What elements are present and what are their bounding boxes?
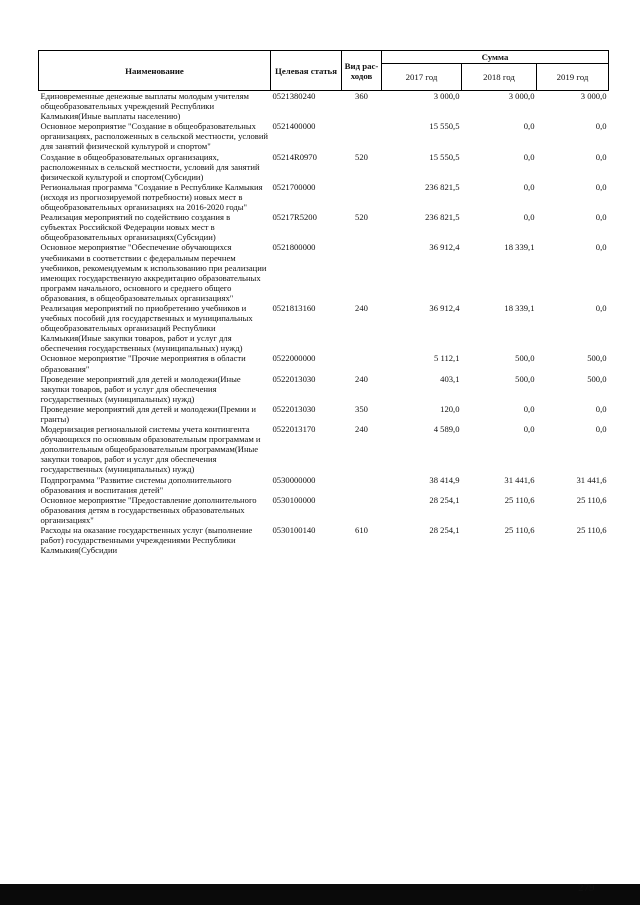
row-code: 0530100000 xyxy=(272,494,316,505)
column-header-sum: Сумма xyxy=(382,51,609,64)
row-name: Единовременные денежные выплаты молодым учителям общеобразовательных учреждений Республики Калмыкия(Иные выплаты населению) xyxy=(40,91,249,122)
row-name: Реализация мероприятий по приобретению учебников и учебных пособий для государственных и муниципальных общеобразовательных организаций Республики Калмыкия(Иные закупки товаров, работ и услуг для обеспечения государственных (муниципальных) нужд) xyxy=(40,302,253,354)
row-2018: 500,0 xyxy=(515,373,535,384)
row-2018: 500,0 xyxy=(515,353,535,364)
row-code: 05217R5200 xyxy=(272,212,317,223)
row-2018: 0,0 xyxy=(523,181,535,192)
row-2017: 36 912,4 xyxy=(429,242,460,253)
column-header-type: Вид рас-ходов xyxy=(342,51,382,91)
table-row xyxy=(39,182,609,212)
row-type: 350 xyxy=(355,403,368,414)
row-code: 0521800000 xyxy=(272,242,316,253)
table-body xyxy=(39,91,609,556)
row-2019: 25 110,6 xyxy=(576,494,607,505)
row-2017: 236 821,5 xyxy=(425,212,460,223)
row-2017: 15 550,5 xyxy=(429,151,460,162)
row-name: Подпрограмма "Развитие системы дополнительного образования и воспитания детей" xyxy=(40,474,232,495)
row-2017: 28 254,1 xyxy=(429,525,460,536)
row-2018: 0,0 xyxy=(523,151,535,162)
row-2017: 120,0 xyxy=(440,403,460,414)
row-code: 0521380240 xyxy=(272,91,316,101)
column-header-name: Наименование xyxy=(39,51,271,91)
budget-table xyxy=(38,50,609,555)
row-2019: 0,0 xyxy=(595,151,607,162)
row-name: Реализация мероприятий по содействию создания в субъектах Российской Федерации новых мест в общеобразовательных организациях(Субсидии) xyxy=(40,212,231,243)
row-code: 0530100140 xyxy=(272,525,316,536)
row-2018: 25 110,6 xyxy=(504,525,535,536)
row-2017: 236 821,5 xyxy=(425,181,460,192)
table-row xyxy=(39,303,609,353)
page-number: 279 xyxy=(578,882,595,894)
row-type: 240 xyxy=(355,302,368,313)
row-2018: 3 000,0 xyxy=(508,91,535,101)
row-type xyxy=(342,495,382,525)
row-2017: 3 000,0 xyxy=(433,91,460,101)
row-2017: 38 414,9 xyxy=(429,474,460,485)
row-2019: 31 441,6 xyxy=(576,474,607,485)
row-type: 520 xyxy=(355,212,368,223)
row-name: Проведение мероприятий для детей и молодежи(Иные закупки товаров, работ и услуг для обеспечения государственных (муниципальных) нужд) xyxy=(40,373,241,404)
row-2019: 25 110,6 xyxy=(576,525,607,536)
row-code: 0522000000 xyxy=(272,353,316,364)
column-header-2018: 2018 год xyxy=(462,64,537,91)
row-type: 240 xyxy=(355,373,368,384)
row-2019: 0,0 xyxy=(595,181,607,192)
row-2019: 0,0 xyxy=(595,403,607,414)
row-type: 240 xyxy=(355,424,368,435)
row-2019: 0,0 xyxy=(595,212,607,223)
table-header xyxy=(39,51,609,91)
row-name: Расходы на оказание государственных услуг (выполнение работ) государственными учреждениями Республики Калмыкия(Субсидии xyxy=(40,525,253,556)
row-2019: 0,0 xyxy=(595,424,607,435)
row-2019: 0,0 xyxy=(595,302,607,313)
table-row xyxy=(39,212,609,242)
row-code: 0521400000 xyxy=(272,121,316,132)
table-row xyxy=(39,152,609,182)
row-name: Основное мероприятие "Предоставление дополнительного образования детям в государственных образовательных организациях" xyxy=(40,494,257,525)
scan-bottom-edge xyxy=(0,884,640,905)
row-2017: 403,1 xyxy=(440,373,460,384)
row-name: Региональная программа "Создание в Республике Калмыкия (исходя из прогнозируемой потребности) новых мест в общеобразовательных организациях на 2016-2020 годы" xyxy=(40,181,263,213)
row-name: Создание в общеобразовательных организациях, расположенных в сельской местности, условий для занятий физической культурой и спортом(Субсидии) xyxy=(40,151,260,182)
table-row xyxy=(39,475,609,495)
row-2017: 28 254,1 xyxy=(429,494,460,505)
row-type xyxy=(342,182,382,212)
table-row xyxy=(39,353,609,373)
row-2018: 0,0 xyxy=(523,121,535,132)
table-row xyxy=(39,121,609,151)
row-2018: 18 339,1 xyxy=(504,302,535,313)
column-header-code: Целевая статья xyxy=(271,51,342,91)
row-type xyxy=(342,475,382,495)
table-row xyxy=(39,91,609,122)
row-type: 520 xyxy=(355,151,368,162)
row-code: 0522013030 xyxy=(272,373,316,384)
row-2017: 15 550,5 xyxy=(429,121,460,132)
table-row xyxy=(39,374,609,404)
row-type: 610 xyxy=(355,525,368,536)
column-header-2017: 2017 год xyxy=(382,64,462,91)
row-name: Основное мероприятие "Обеспечение обучающихся учебниками в соответствии с федеральным перечнем учебников, рекомендуемым к использованию при реализации имеющих государственную аккредитацию образовательных программ начального, основного и среднего общего образования, в общеобразовательных организациях" xyxy=(40,242,267,303)
row-2018: 0,0 xyxy=(523,424,535,435)
table-row xyxy=(39,495,609,525)
row-code: 0521700000 xyxy=(272,181,316,192)
table-row xyxy=(39,424,609,474)
row-2018: 0,0 xyxy=(523,212,535,223)
row-2018: 31 441,6 xyxy=(504,474,535,485)
row-code: 0522013030 xyxy=(272,403,316,414)
row-2017: 5 112,1 xyxy=(434,353,460,364)
row-type xyxy=(342,242,382,303)
row-2018: 18 339,1 xyxy=(504,242,535,253)
row-2019: 0,0 xyxy=(595,121,607,132)
table-row xyxy=(39,404,609,424)
table-row xyxy=(39,242,609,303)
row-name: Модернизация региональной системы учета контингента обучающихся по основным образовательным программам и дополнительным общеобразовательным программам(Иные закупки товаров, работ и услуг для обеспечения государственных (муниципальных) нужд) xyxy=(40,424,261,475)
row-code: 0522013170 xyxy=(272,424,316,435)
row-type xyxy=(342,353,382,373)
row-code: 0530000000 xyxy=(272,474,316,485)
row-2019: 500,0 xyxy=(587,373,607,384)
row-name: Основное мероприятие "Создание в общеобразовательных организациях, расположенных в сельской местности, условий для занятий физической культурой и спортом" xyxy=(40,121,269,152)
row-2017: 4 589,0 xyxy=(433,424,460,435)
row-2017: 36 912,4 xyxy=(429,302,460,313)
table-row xyxy=(39,525,609,555)
row-2019: 0,0 xyxy=(595,242,607,253)
row-code: 0521813160 xyxy=(272,302,316,313)
row-code: 05214R0970 xyxy=(272,151,317,162)
row-name: Основное мероприятие "Прочие мероприятия в области образования" xyxy=(40,353,246,374)
row-2019: 3 000,0 xyxy=(580,91,607,101)
row-name: Проведение мероприятий для детей и молодежи(Премии и гранты) xyxy=(40,403,257,424)
row-type xyxy=(342,121,382,151)
row-type: 360 xyxy=(355,91,368,101)
row-2018: 25 110,6 xyxy=(504,494,535,505)
row-2019: 500,0 xyxy=(587,353,607,364)
column-header-2019: 2019 год xyxy=(537,64,609,91)
row-2018: 0,0 xyxy=(523,403,535,414)
